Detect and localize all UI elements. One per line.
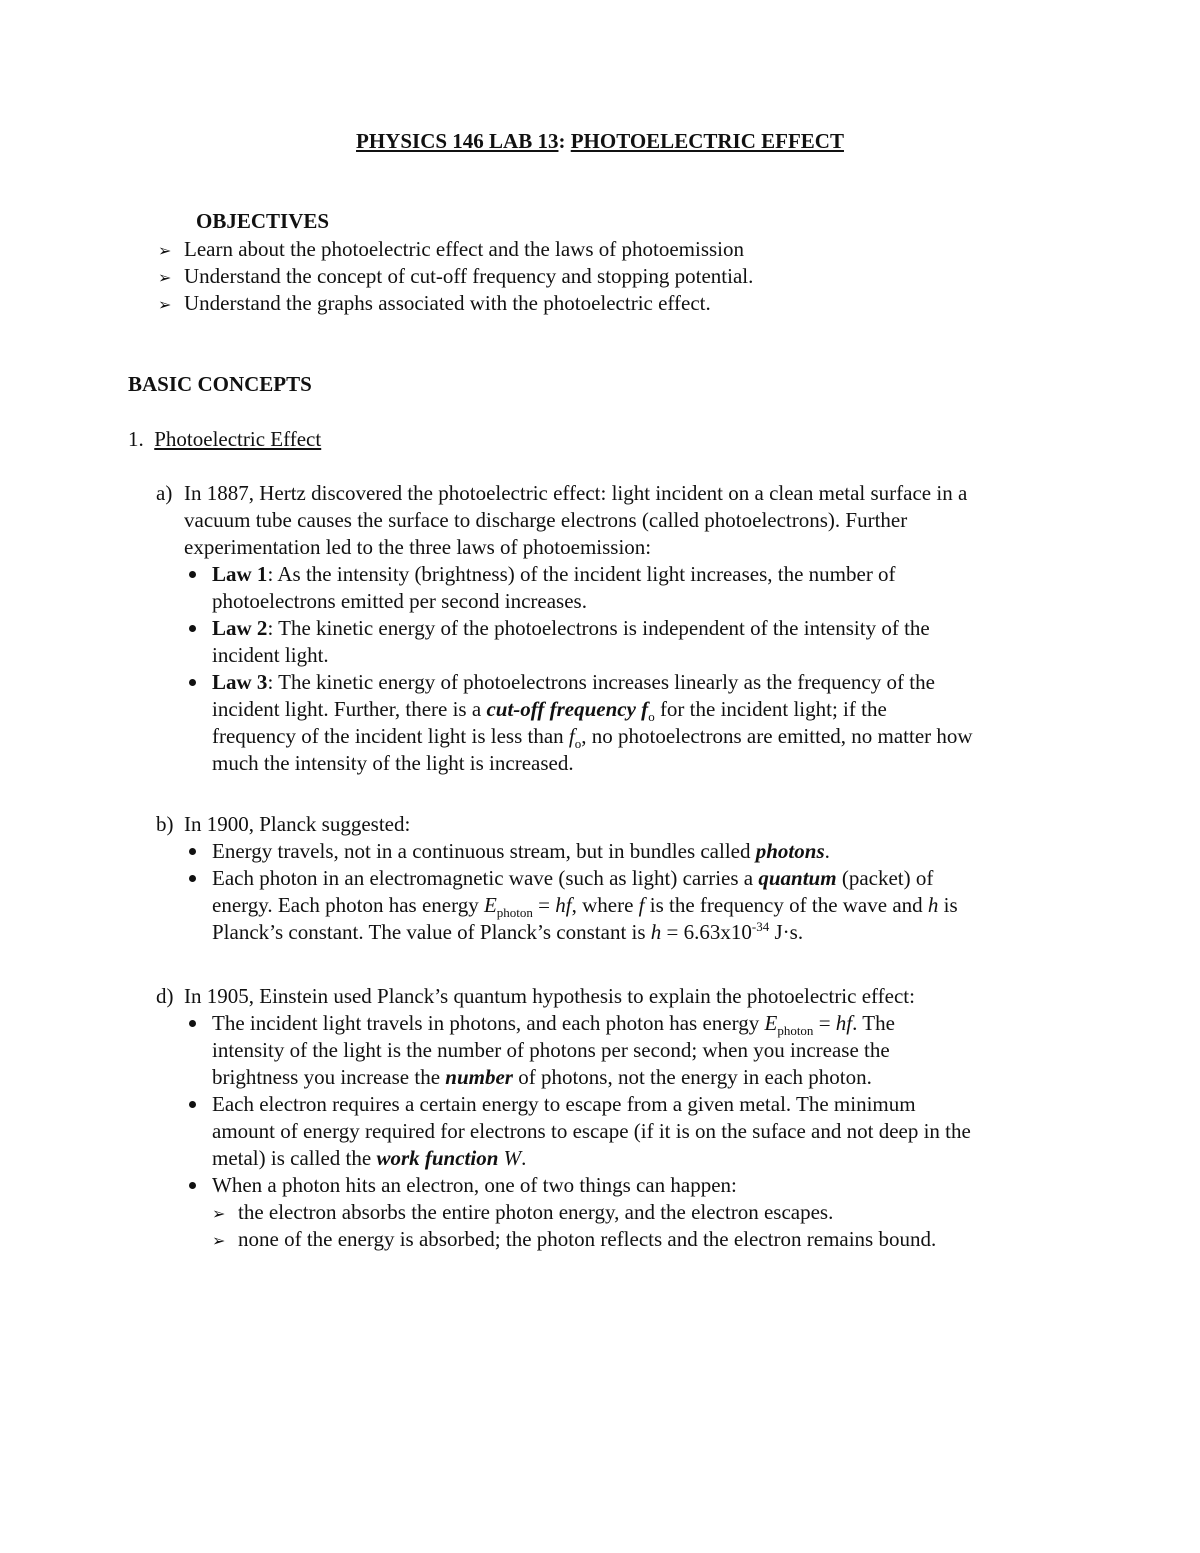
bullet-dot-icon bbox=[189, 1020, 196, 1027]
bullet-dot-icon bbox=[189, 679, 196, 686]
outcome-item: ➢ none of the energy is absorbed; the photon reflects and the electron remains bound. bbox=[212, 1226, 1076, 1253]
planck-bullet-1: Energy travels, not in a continuous stream, but in bundles called photons. bbox=[184, 838, 1076, 865]
section-1-heading: 1. Photoelectric Effect bbox=[128, 427, 322, 451]
einstein-bullet-3: When a photon hits an electron, one of two things can happen: ➢ the electron absorbs the entire photon energy, and the electron escapes. ➢ none of the energy is absorbed; the photon reflects and the electron remains bound. bbox=[184, 1172, 1076, 1253]
arrow-bullet-icon: ➢ bbox=[158, 241, 172, 260]
paragraph-b: b) In 1900, Planck suggested: Energy travels, not in a continuous stream, but in bundles called photons. Each photon in an electromagnetic wave (such as light) carries a quantum (packet) of energy. Each photon has energy $E_{photon}$ = hf, where f is the frequency of the wave and h is Planck’s constant. The value of Planck’s constant is $h = 6.63x10^{-34}$ J·s. bbox=[156, 811, 1076, 946]
outcomes-list bbox=[212, 1199, 1076, 1253]
title-part-1: PHYSICS 146 LAB 13 bbox=[356, 129, 559, 153]
outcome-item: ➢ the electron absorbs the entire photon energy, and the electron escapes. bbox=[212, 1199, 1076, 1226]
law-1-item: Law 1: As the intensity (brightness) of the incident light increases, the number of photoelectrons emitted per second increases. bbox=[184, 561, 1076, 615]
bullet-dot-icon bbox=[189, 875, 196, 882]
objective-item: ➢ Learn about the photoelectric effect and the laws of photoemission bbox=[158, 236, 753, 263]
objective-item: ➢ Understand the concept of cut-off frequency and stopping potential. bbox=[158, 263, 753, 290]
bullet-dot-icon bbox=[189, 625, 196, 632]
arrow-bullet-icon: ➢ bbox=[158, 268, 172, 287]
arrow-bullet-icon: ➢ bbox=[158, 295, 172, 314]
paragraph-d: d) In 1905, Einstein used Planck’s quantum hypothesis to explain the photoelectric effect: The incident light travels in photons, and each photon has energy $E_{photon}$ = hf. The intensity of the light is the number of photons per second; when you increase the brightness you increase the number of photons, not the energy in each photon. Each electron requires a certain energy to escape from a given metal. The minimum amount of energy required for electrons to escape (if it is on the suface and not deep in the metal) is called the work function W. When a photon hits an electron, one of two things can happen: ➢ the electron absorbs the entire photon energy, and the electron escapes. ➢ none of the energy is absorbed; the photon reflects and the electron remains bound. bbox=[156, 983, 1076, 1253]
bullet-dot-icon bbox=[189, 1182, 196, 1189]
objective-item: ➢ Understand the graphs associated with the photoelectric effect. bbox=[158, 290, 753, 317]
title-part-2: PHOTOELECTRIC EFFECT bbox=[570, 129, 844, 153]
law-2-item: Law 2: The kinetic energy of the photoelectrons is independent of the intensity of the incident light. bbox=[184, 615, 1076, 669]
title-separator: : bbox=[558, 129, 571, 153]
arrow-bullet-icon: ➢ bbox=[212, 1204, 226, 1223]
planck-bullet-2: Each photon in an electromagnetic wave (such as light) carries a quantum (packet) of energy. Each photon has energy $E_{photon}$ = hf, where f is the frequency of the wave and h is Planck’s constant. The value of Planck’s constant is $h = 6.63x10^{-34}$ J·s. bbox=[184, 865, 1076, 946]
objectives-heading: OBJECTIVES bbox=[196, 209, 330, 233]
planck-list bbox=[184, 838, 1076, 946]
bullet-dot-icon bbox=[189, 571, 196, 578]
einstein-bullet-1: The incident light travels in photons, and each photon has energy $E_{photon}$ = hf. The intensity of the light is the number of photons per second; when you increase the brightness you increase the number of photons, not the energy in each photon. bbox=[184, 1010, 1076, 1091]
objectives-list bbox=[158, 236, 753, 317]
laws-list bbox=[184, 561, 1076, 777]
paragraph-d-marker: d) bbox=[156, 984, 174, 1008]
bullet-dot-icon bbox=[189, 1101, 196, 1108]
bullet-dot-icon bbox=[189, 848, 196, 855]
page-title bbox=[0, 128, 1200, 155]
law-3-item: Law 3: The kinetic energy of photoelectrons increases linearly as the frequency of the incident light. Further, there is a cut-off frequency $f_o$ for the incident light; if the frequency of the incident light is less than $f_o$, no photoelectrons are emitted, no matter how much the intensity of the light is increased. bbox=[184, 669, 1076, 777]
arrow-bullet-icon: ➢ bbox=[212, 1231, 226, 1250]
section-1-title: Photoelectric Effect bbox=[154, 427, 322, 451]
einstein-list bbox=[184, 1010, 1076, 1253]
paragraph-a: a) In 1887, Hertz discovered the photoelectric effect: light incident on a clean metal surface in a vacuum tube causes the surface to discharge electrons (called photoelectrons). Further experimentation led to the three laws of photoemission: Law 1: As the intensity (brightness) of the incident light increases, the number of photoelectrons emitted per second increases. Law 2: The kinetic energy of the photoelectrons is independent of the intensity of the incident light. Law 3: The kinetic energy of photoelectrons increases linearly as the frequency of the incident light. Further, there is a cut-off frequency $f_o$ for the incident light; if the frequency of the incident light is less than $f_o$, no photoelectrons are emitted, no matter how much the intensity of the light is increased. bbox=[156, 480, 1076, 777]
basic-concepts-heading: BASIC CONCEPTS bbox=[128, 372, 312, 396]
einstein-bullet-2: Each electron requires a certain energy to escape from a given metal. The minimum amount of energy required for electrons to escape (if it is on the suface and not deep in the metal) is called the work function W. bbox=[184, 1091, 1076, 1172]
paragraph-b-marker: b) bbox=[156, 812, 174, 836]
paragraph-a-marker: a) bbox=[156, 481, 173, 505]
